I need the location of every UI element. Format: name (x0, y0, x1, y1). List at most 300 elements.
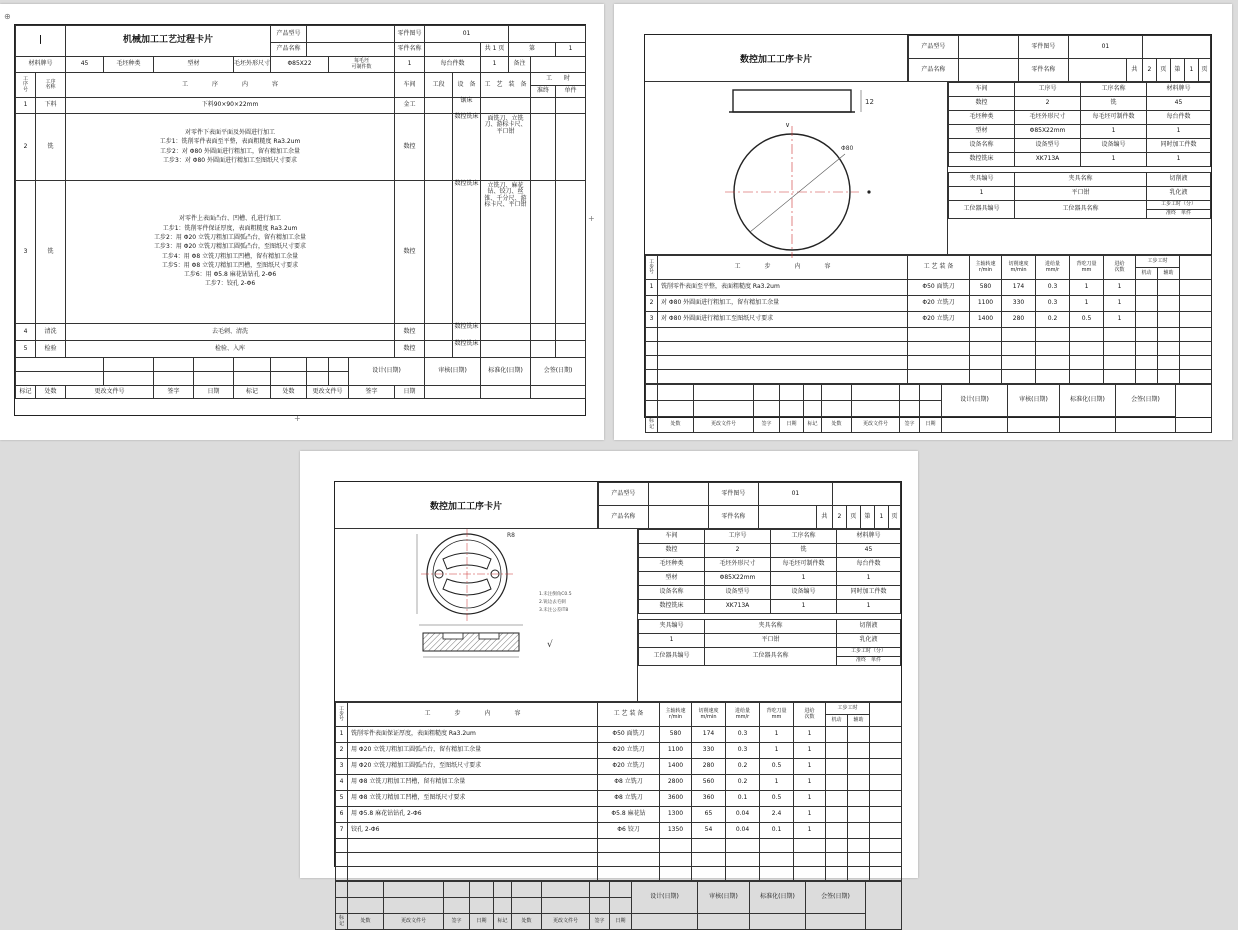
blank-cell (908, 328, 970, 342)
blank-cell (908, 370, 970, 384)
page-count: 共 1 页 (481, 43, 509, 57)
row-content (66, 181, 395, 324)
info-cell[interactable]: 数控铣床 (949, 153, 1015, 167)
page-total: 2 (832, 506, 846, 529)
info-cell[interactable]: XK713A (1015, 153, 1081, 167)
blank-cell (970, 328, 1002, 342)
blank-cell (531, 386, 586, 399)
blank-cell (900, 385, 920, 401)
step-cell: Φ20 立铣刀 (908, 312, 970, 328)
blank-cell (598, 839, 660, 853)
label: 工位器具编号 (949, 201, 1015, 219)
blank-size-value[interactable]: Φ85X22 (271, 57, 329, 73)
process-row (16, 341, 586, 358)
info-cell[interactable]: 1 (1081, 125, 1147, 139)
info-cell[interactable]: 1 (837, 572, 901, 586)
nc-info-table (638, 529, 901, 701)
card-title: 数控加工工序卡片 (645, 35, 908, 82)
blank-cell (826, 823, 848, 839)
blank-cell (822, 385, 852, 401)
design-date[interactable]: 设计(日期) (349, 358, 425, 386)
info-cell[interactable]: 铣 (1081, 97, 1147, 111)
step-cell: 铣削零件表面至平整，表面粗糙度 Ra3.2um (658, 280, 908, 296)
blank-cell (658, 370, 908, 384)
design-date[interactable]: 设计(日期) (942, 385, 1008, 417)
label: 零件名称 (1018, 59, 1068, 82)
product-model-value[interactable] (307, 26, 395, 43)
blank-cell (870, 743, 902, 759)
row-unit (556, 324, 586, 341)
header-cut: 切削速度 m/min (1002, 256, 1036, 280)
standard-date[interactable]: 标准化(日期) (750, 882, 806, 914)
label: 产品型号 (271, 26, 307, 43)
blank-cell (348, 882, 384, 898)
blank-cell (542, 898, 590, 914)
header-equip: 设 备 (453, 73, 481, 98)
blank-cell (658, 342, 908, 356)
blank-cell (16, 372, 104, 386)
per-unit-value[interactable]: 1 (481, 57, 509, 73)
info-cell: 设备型号 (705, 586, 771, 600)
blank-cell (848, 823, 870, 839)
nc-header (645, 35, 1211, 82)
label: 产品名称 (271, 43, 307, 57)
step-cell: 3600 (660, 791, 692, 807)
step-text: 工步3：对 Φ80 外圆面进行精加工至图纸尺寸要求 (163, 156, 298, 164)
blank-cell (794, 867, 826, 881)
step-cell: Φ8 立铣刀 (598, 791, 660, 807)
blank-cell (870, 727, 902, 743)
blank-cell (646, 370, 658, 384)
standard-date[interactable]: 标准化(日期) (1060, 385, 1116, 417)
blank-cell (646, 342, 658, 356)
step-row (336, 775, 902, 791)
info-cell[interactable]: 45 (1147, 97, 1211, 111)
info-cell[interactable]: 1 (771, 572, 837, 586)
row-tooling: 立铣刀、麻花钻、铰刀、丝锥、千分尺、游标卡尺、平口钳 (481, 181, 531, 324)
step-row (336, 791, 902, 807)
blank-cell (1136, 370, 1158, 384)
countersign-date[interactable]: 会签(日期) (1116, 385, 1176, 417)
product-name-value[interactable] (648, 506, 708, 529)
blank-cell (329, 372, 349, 386)
row-section (425, 181, 453, 324)
blank-cell (794, 839, 826, 853)
row-section (425, 98, 453, 114)
row-equip: 数控铣床 (453, 114, 481, 181)
blank-cell (348, 898, 384, 914)
step-row (336, 727, 902, 743)
row-tooling (481, 98, 531, 114)
info-cell[interactable]: 铣 (771, 544, 837, 558)
product-name-value[interactable] (958, 59, 1018, 82)
step-cell: Φ5.8 麻花钻 (598, 807, 660, 823)
step-cell: 2800 (660, 775, 692, 791)
blank-cell (1116, 417, 1176, 433)
standard-date[interactable]: 标准化(日期) (481, 358, 531, 386)
header-passes: 进给 次数 (794, 703, 826, 727)
info-cell: 车间 (639, 530, 705, 544)
blank-cell (1158, 328, 1180, 342)
info-cell: 设备编号 (1081, 139, 1147, 153)
row-section (425, 341, 453, 358)
blank-cell (826, 853, 848, 867)
info-cell[interactable]: 45 (837, 544, 901, 558)
blank-cell (780, 401, 804, 417)
info-cell: 材料牌号 (837, 530, 901, 544)
dim-diameter: Φ80 (841, 145, 854, 152)
row-unit (556, 98, 586, 114)
step-cell: Φ50 面铣刀 (598, 727, 660, 743)
info-cell[interactable]: 数控铣床 (639, 600, 705, 614)
label: 夹具编号 (949, 173, 1015, 187)
label: 夹具编号 (639, 620, 705, 634)
info-cell[interactable]: 2 (1015, 97, 1081, 111)
label: 材料牌号 (16, 57, 66, 73)
part-no-value[interactable]: 01 (1068, 36, 1142, 59)
label: 零件名称 (395, 43, 425, 57)
step-cell: 用 Φ20 立铣刀粗加工圆弧凸台，留有精加工余量 (348, 743, 598, 759)
footer-cell: 签字 (900, 417, 920, 433)
blank-cell (234, 372, 271, 386)
blank-cell (692, 867, 726, 881)
info-cell[interactable]: 数控 (639, 544, 705, 558)
blank-cell (826, 867, 848, 881)
plate-drawing (335, 529, 635, 699)
review-date[interactable]: 审核(日期) (1008, 385, 1060, 417)
blank-cell (1104, 356, 1136, 370)
blank-cell (658, 401, 694, 417)
info-cell[interactable]: Φ85X22mm (1015, 125, 1081, 139)
part-name-value[interactable] (1068, 59, 1126, 82)
per-blank-value[interactable]: 1 (395, 57, 425, 73)
review-date[interactable]: 审核(日期) (698, 882, 750, 914)
nc-card-sheet-2 (334, 481, 902, 927)
info-cell[interactable]: 1 (1147, 125, 1211, 139)
svg-text:∨: ∨ (785, 121, 791, 129)
material-value[interactable]: 45 (66, 57, 104, 73)
step-text: 去毛刺、清洗 (212, 327, 249, 335)
blank-cell (698, 914, 750, 930)
step-cell: 1 (336, 727, 348, 743)
label: 切削液 (1147, 173, 1211, 187)
move-handle-icon[interactable]: ⊕ (4, 12, 11, 21)
label: 工步工时（分） (837, 648, 901, 657)
step-cell: 0.2 (1036, 312, 1070, 328)
info-cell[interactable]: 1 (837, 600, 901, 614)
countersign-date[interactable]: 会签(日期) (806, 882, 866, 914)
header-workshop: 车间 (395, 73, 425, 98)
blank-cell (1180, 296, 1212, 312)
row-workshop: 数控 (395, 181, 425, 324)
step-row (336, 743, 902, 759)
label: 工位器具名称 (705, 648, 837, 666)
step-cell: 5 (336, 791, 348, 807)
footer-cell: 处数 (36, 386, 66, 399)
footer-cell: 签字 (590, 914, 610, 930)
row-unit (556, 181, 586, 324)
blank-cell (822, 401, 852, 417)
label: 第 (1170, 59, 1184, 82)
blank-cell (509, 26, 586, 43)
blank-cell (832, 483, 900, 506)
review-date[interactable]: 审核(日期) (425, 358, 481, 386)
step-cell: 7 (336, 823, 348, 839)
footer-cell: 更改文件号 (307, 386, 349, 399)
info-cell[interactable]: 数控 (949, 97, 1015, 111)
fixture-name[interactable]: 平口钳 (705, 634, 837, 648)
info-cell: 工序名称 (1081, 83, 1147, 97)
empty-row (336, 853, 902, 867)
label: 备注 (509, 57, 531, 73)
blank-cell (1002, 342, 1036, 356)
info-cell: 毛坯外形尺寸 (1015, 111, 1081, 125)
step-cell: Φ20 立铣刀 (908, 296, 970, 312)
blank-cell (970, 356, 1002, 370)
step-cell: 6 (336, 807, 348, 823)
info-cell: 同时加工件数 (837, 586, 901, 600)
footer-cell: 更改文件号 (694, 417, 754, 433)
blank-cell (658, 356, 908, 370)
step-text: 工步2：对 Φ80 外圆面进行粗加工，留有精加工余量 (160, 147, 301, 155)
step-cell: 330 (1002, 296, 1036, 312)
footer-cell: 处数 (512, 914, 542, 930)
label: 零件名称 (708, 506, 758, 529)
nc-card-1 (645, 35, 1211, 433)
blank-cell (542, 882, 590, 898)
blank-cell (512, 898, 542, 914)
add-row-icon[interactable]: + (294, 414, 301, 423)
coolant[interactable]: 乳化液 (1147, 187, 1211, 201)
step-row (646, 280, 1212, 296)
product-name-value[interactable] (307, 43, 395, 57)
info-cell[interactable]: 1 (771, 600, 837, 614)
design-date[interactable]: 设计(日期) (632, 882, 698, 914)
step-cell: 280 (692, 759, 726, 775)
footer-cell: 处数 (271, 386, 307, 399)
blank-cell (870, 775, 902, 791)
blank-cell (646, 401, 658, 417)
footer-cell: 日期 (780, 417, 804, 433)
nc-card-sheet-1 (644, 34, 1212, 430)
empty-row (336, 839, 902, 853)
note-3: 3.未注公差IT8 (539, 608, 569, 613)
step-text: 工步2：用 Φ20 立铣刀粗加工圆弧凸台，留有精加工余量 (154, 233, 307, 241)
row-tooling: 面铣刀、立铣刀、游标卡尺、平口钳 (481, 114, 531, 181)
step-text: 工步4：用 Φ8 立铣刀粗加工凹槽，留有精加工余量 (161, 252, 299, 260)
blank-cell (336, 867, 348, 881)
row-unit (556, 341, 586, 358)
step-cell: Φ20 立铣刀 (598, 759, 660, 775)
empty-row (336, 867, 902, 881)
row-equip: 锯床 (453, 98, 481, 114)
blank-cell (610, 882, 632, 898)
part-no-value[interactable]: 01 (758, 483, 832, 506)
row-tooling (481, 341, 531, 358)
blank-cell (658, 328, 908, 342)
row-equip: 数控铣床 (453, 181, 481, 324)
blank-cell (942, 417, 1008, 433)
step-cell: 1 (760, 743, 794, 759)
blank-cell (271, 372, 307, 386)
info-cell[interactable]: 2 (705, 544, 771, 558)
header-time: 工步工时 (1136, 256, 1180, 268)
part-name-value[interactable] (758, 506, 816, 529)
info-cell: 设备编号 (771, 586, 837, 600)
label: 工位器具编号 (639, 648, 705, 666)
row-prep (531, 114, 556, 181)
header-speed: 主轴转速 r/min (970, 256, 1002, 280)
part-drawing (335, 529, 638, 701)
empty-row (646, 328, 1212, 342)
blank-cell (1070, 342, 1104, 356)
header-time: 工 时 (531, 73, 586, 86)
blank-cell (336, 839, 348, 853)
blank-cell (1158, 342, 1180, 356)
blank-cell (760, 867, 794, 881)
step-text: 工步1：铣削零件保证厚度，表面粗糙度 Ra3.2um (162, 224, 298, 232)
step-text: 工步5：用 Φ8 立铣刀精加工凹槽，至图纸尺寸要求 (161, 261, 299, 269)
footer-cell: 处数 (658, 417, 694, 433)
blank-cell (348, 853, 598, 867)
header-feed: 进给量 mm/r (1036, 256, 1070, 280)
header-name: 工序 名称 (36, 73, 66, 98)
product-model-value[interactable] (958, 36, 1018, 59)
step-text: 检验、入库 (215, 344, 246, 352)
blank-cell (154, 372, 194, 386)
step-cell: 54 (692, 823, 726, 839)
blank-cell (348, 867, 598, 881)
fixture-no[interactable]: 1 (639, 634, 705, 648)
step-text: 下料90×90×22mm (201, 101, 259, 109)
blank-cell (826, 759, 848, 775)
label: 毛坯外形尺寸 (234, 57, 271, 73)
row-tooling (481, 324, 531, 341)
blank-cell (104, 358, 154, 372)
label: 页 (888, 506, 900, 529)
dim-radius: R8 (507, 532, 515, 539)
blank-cell (848, 759, 870, 775)
row-name: 下料 (36, 98, 66, 114)
blank-cell (900, 401, 920, 417)
blank-cell (1060, 417, 1116, 433)
blank-cell (1158, 296, 1180, 312)
footer-cell: 日期 (920, 417, 942, 433)
blank-cell (639, 666, 901, 702)
coolant[interactable]: 乳化液 (837, 634, 901, 648)
remark-value[interactable] (531, 57, 586, 73)
row-content (66, 324, 395, 341)
blank-cell (660, 853, 692, 867)
footer-cell: 标记 (804, 417, 822, 433)
info-cell[interactable]: Φ85X22mm (705, 572, 771, 586)
step-cell: 3 (336, 759, 348, 775)
header-time: 工步工时 (826, 703, 870, 715)
info-cell[interactable]: 型材 (949, 125, 1015, 139)
header-tooling: 工 艺 装 备 (481, 73, 531, 98)
fixture-name[interactable]: 平口钳 (1015, 187, 1147, 201)
blank-cell (590, 882, 610, 898)
add-column-icon[interactable]: + (588, 214, 595, 223)
step-cell: 580 (970, 280, 1002, 296)
process-row (16, 181, 586, 324)
blank-cell (760, 853, 794, 867)
step-row (336, 823, 902, 839)
info-cell: 设备名称 (949, 139, 1015, 153)
blank-cell (848, 807, 870, 823)
blank-cell (920, 385, 942, 401)
header-seq: 工 步 号 (336, 703, 348, 727)
info-cell[interactable]: 型材 (639, 572, 705, 586)
blank-cell (870, 759, 902, 775)
footer-cell: 日期 (395, 386, 425, 399)
blank-cell (598, 867, 660, 881)
page-3 (300, 451, 918, 927)
step-cell: 1400 (660, 759, 692, 775)
label: 页 (846, 506, 860, 529)
step-cell: 174 (692, 727, 726, 743)
part-name-value[interactable] (425, 43, 481, 57)
info-cell[interactable]: XK713A (705, 600, 771, 614)
step-cell: 0.1 (760, 823, 794, 839)
blank-cell (804, 401, 822, 417)
nc-card-2 (335, 482, 901, 930)
part-no-value[interactable]: 01 (425, 26, 509, 43)
blank-cell (692, 839, 726, 853)
roughness-symbol: √ (547, 640, 553, 650)
note-1: 1.未注倒角C0.5 (539, 592, 572, 597)
info-cell[interactable]: 1 (1081, 153, 1147, 167)
label: 毛坯种类 (104, 57, 154, 73)
info-cell: 每台件数 (837, 558, 901, 572)
step-cell: 铰孔 2-Φ6 (348, 823, 598, 839)
row-seq: 4 (16, 324, 36, 341)
blank-type-value[interactable]: 型材 (154, 57, 234, 73)
card-title: 数控加工工序卡片 (335, 482, 598, 529)
step-cell: 0.5 (1070, 312, 1104, 328)
label: 夹具名称 (1015, 173, 1147, 187)
product-model-value[interactable] (648, 483, 708, 506)
row-name: 铣 (36, 114, 66, 181)
blank-cell (1180, 256, 1212, 280)
row-workshop: 金工 (395, 98, 425, 114)
process-card-sheet (14, 24, 586, 416)
header-aux: 辅助 (848, 715, 870, 727)
step-cell: 2.4 (760, 807, 794, 823)
blank-cell (1136, 280, 1158, 296)
process-row (16, 114, 586, 181)
label: 工位器具名称 (1015, 201, 1147, 219)
label: 第 (509, 43, 556, 57)
blank-cell (384, 882, 444, 898)
info-cell[interactable]: 1 (1147, 153, 1211, 167)
step-cell: 1 (794, 807, 826, 823)
row-workshop: 数控 (395, 341, 425, 358)
nc-middle (645, 82, 1211, 255)
label: 产品名称 (598, 506, 648, 529)
info-cell: 毛坯种类 (949, 111, 1015, 125)
step-cell: 1 (794, 743, 826, 759)
footer-row (16, 386, 586, 399)
blank-cell (754, 401, 780, 417)
step-cell: 1 (1104, 296, 1136, 312)
blank-cell (852, 385, 900, 401)
fixture-no[interactable]: 1 (949, 187, 1015, 201)
footer-cell: 更改文件号 (542, 914, 590, 930)
countersign-date[interactable]: 会签(日期) (531, 358, 586, 386)
label: 工步工时（分） (1147, 201, 1211, 210)
blank-cell (1036, 328, 1070, 342)
